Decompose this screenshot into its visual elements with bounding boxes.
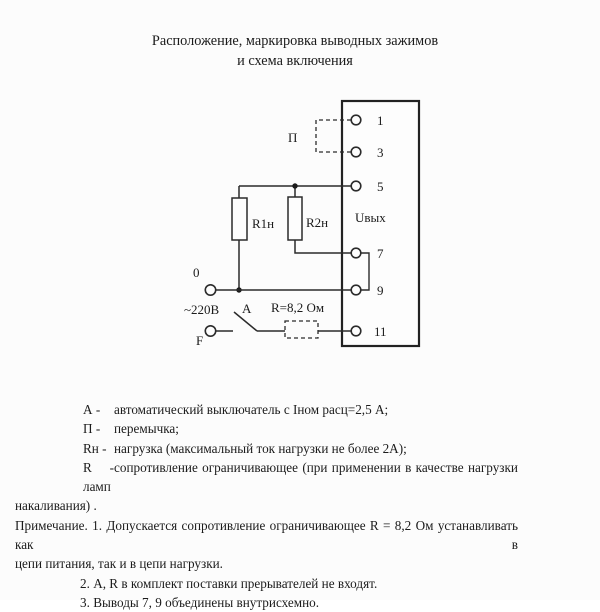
note-line-3: 2. А, R в комплект поставки прерывателей не входят. [80,575,378,591]
terminal-number-9: 9 [377,283,384,298]
title-line-1: Расположение, маркировка выводных зажимов [151,33,439,49]
mains-voltage-label: ~220В [184,302,220,317]
legend-term: Rн - [83,440,107,456]
phase-terminal-circle [205,326,215,336]
note-line-1: Примечание. 1. Допускается сопротивление ограничивающее R = 8,2 Ом устанавливать как в [15,517,518,553]
legend-line-resistor [15,458,518,497]
terminal-number-1: 1 [377,113,384,128]
terminal-circle-3 [351,147,361,157]
junction-dot-top [292,183,297,188]
legend-continuation: накаливания) . [15,498,97,514]
legend-text: сопротивление ограничивающее (при применении в качестве нагрузки ламп [83,459,518,495]
legend-text: нагрузка (максимальный ток нагрузки не более 2А); [114,440,407,456]
legend-line-load [15,439,518,458]
legend-term: А - [83,402,101,417]
terminal-circle-1 [351,115,361,125]
limiting-resistor-dashed-box [285,321,318,338]
terminal-number-11: 11 [374,324,387,339]
legend-text: перемычка; [114,421,179,437]
legend-term: П - [83,421,101,437]
limiting-resistor-label: R=8,2 Ом [271,300,325,315]
legend-line-jumper [15,419,518,438]
terminal-circle-7 [351,248,361,258]
terminal-number-7: 7 [377,246,384,261]
terminal-number-3: 3 [377,145,384,160]
title-line-2: и схема включения [237,53,353,69]
terminal-circle-9 [351,285,361,295]
output-voltage-label: Uвых [355,210,386,225]
load1-label: R1н [252,216,275,231]
terminal-circle-11 [351,326,361,336]
jumper-label: П [288,130,298,145]
explanatory-text [15,400,518,612]
phase-label: F [196,333,204,348]
breaker-label: А [242,301,252,316]
terminal-number-5: 5 [377,179,384,194]
legend-term: R - [83,459,114,475]
note-line-2: цепи питания, так и в цепи нагрузки. [15,556,223,572]
legend-text: автоматический выключатель с Iном расц=2,5 А; [114,402,389,417]
neutral-label: 0 [193,265,200,280]
terminal-circle-5 [351,181,361,191]
load2-label: R2н [306,215,329,230]
load-resistor-1 [232,198,247,240]
note-line-4: 3. Выводы 7, 9 объединены внутрисхемно. [80,594,320,610]
neutral-terminal-circle [205,285,215,295]
load-resistor-2 [288,197,302,240]
legend-line-breaker [15,400,518,419]
